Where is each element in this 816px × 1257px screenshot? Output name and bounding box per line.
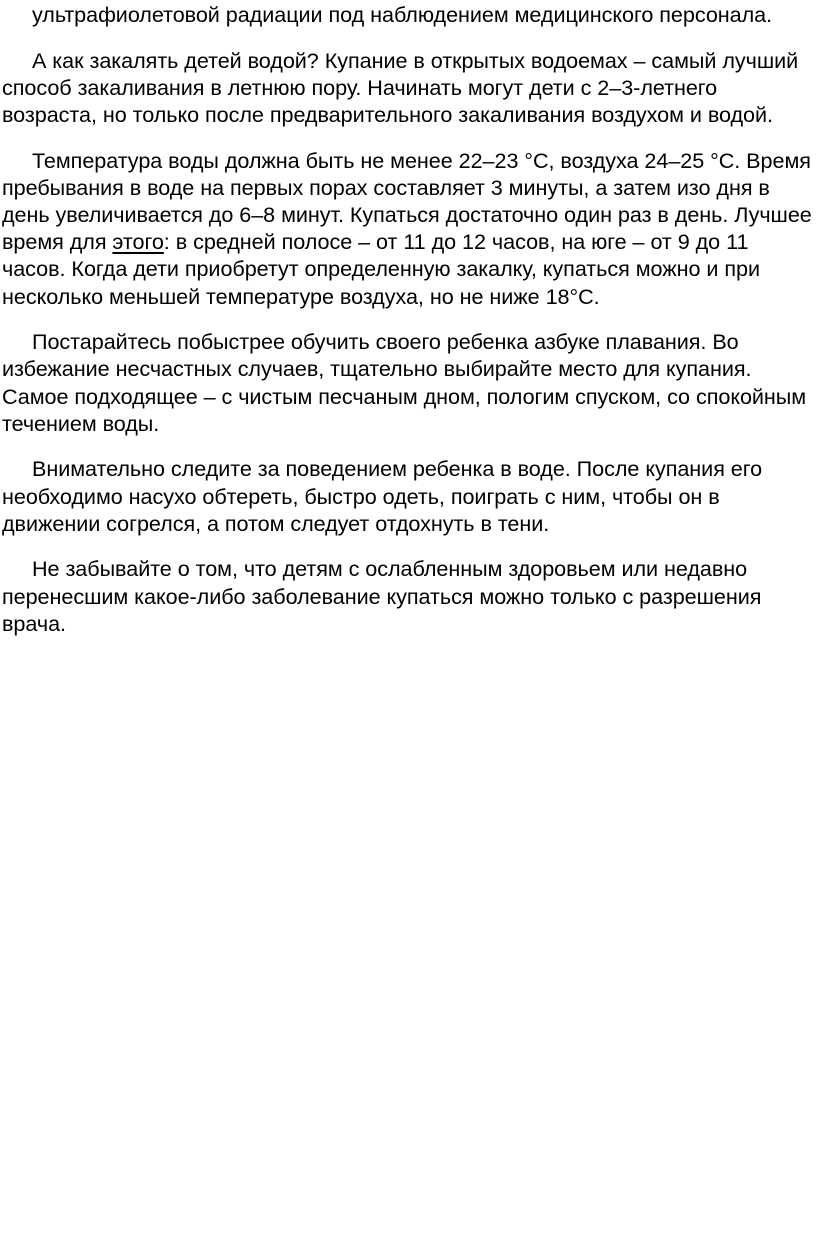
paragraph-temperature-text-start: Температура воды должна быть не менее 22–23 °С, воздуха 24–25 °С. Время пребывания в воде на первых порах составляет 3 минуты, а затем изо дня в день увеличивается до 6–8 минут. Купаться достаточно один раз в день. Лучшее время для [2,147,812,255]
paragraph-water-hardening: А как закалять детей водой? Купание в открытых водоемах – самый лучший способ закаливания в летнюю пору. Начинать могут дети с 2–3-летнего возраста, но только после предварительного закаливания воздухом и водой. [2,47,799,127]
paragraph-continuation: ультрафиолетовой радиации под наблюдением медицинского персонала. [32,2,773,27]
paragraph-supervision: Внимательно следите за поведением ребенка в воде. После купания его необходимо насухо обтереть, быстро одеть, поиграть с ним, чтобы он в движении согрелся, а потом следует отдохнуть в тени. [2,456,763,536]
paragraph-temperature-text-end: : в средней полосе – от 11 до 12 часов, на юге – от 9 до 11 часов. Когда дети приобретут определенную закалку, купаться можно и при несколько меньшей температуре воздуха, но не ниже 18°С. [2,229,760,309]
paragraph-doctor-permission: Не забывайте о том, что детям с ослабленным здоровьем или недавно перенесшим какое-либо заболевание купаться можно только с разрешения врача. [2,556,762,636]
paragraph-swimming-lessons: Постарайтесь побыстрее обучить своего ребенка азбуке плавания. Во избежание несчастных случаев, тщательно выбирайте место для купания. Самое подходящее – с чистым песчаным дном, пологим спуском, со спокойным течением воды. [2,329,807,436]
underlined-word: этого [112,229,164,255]
paragraph-temperature [2,147,816,310]
